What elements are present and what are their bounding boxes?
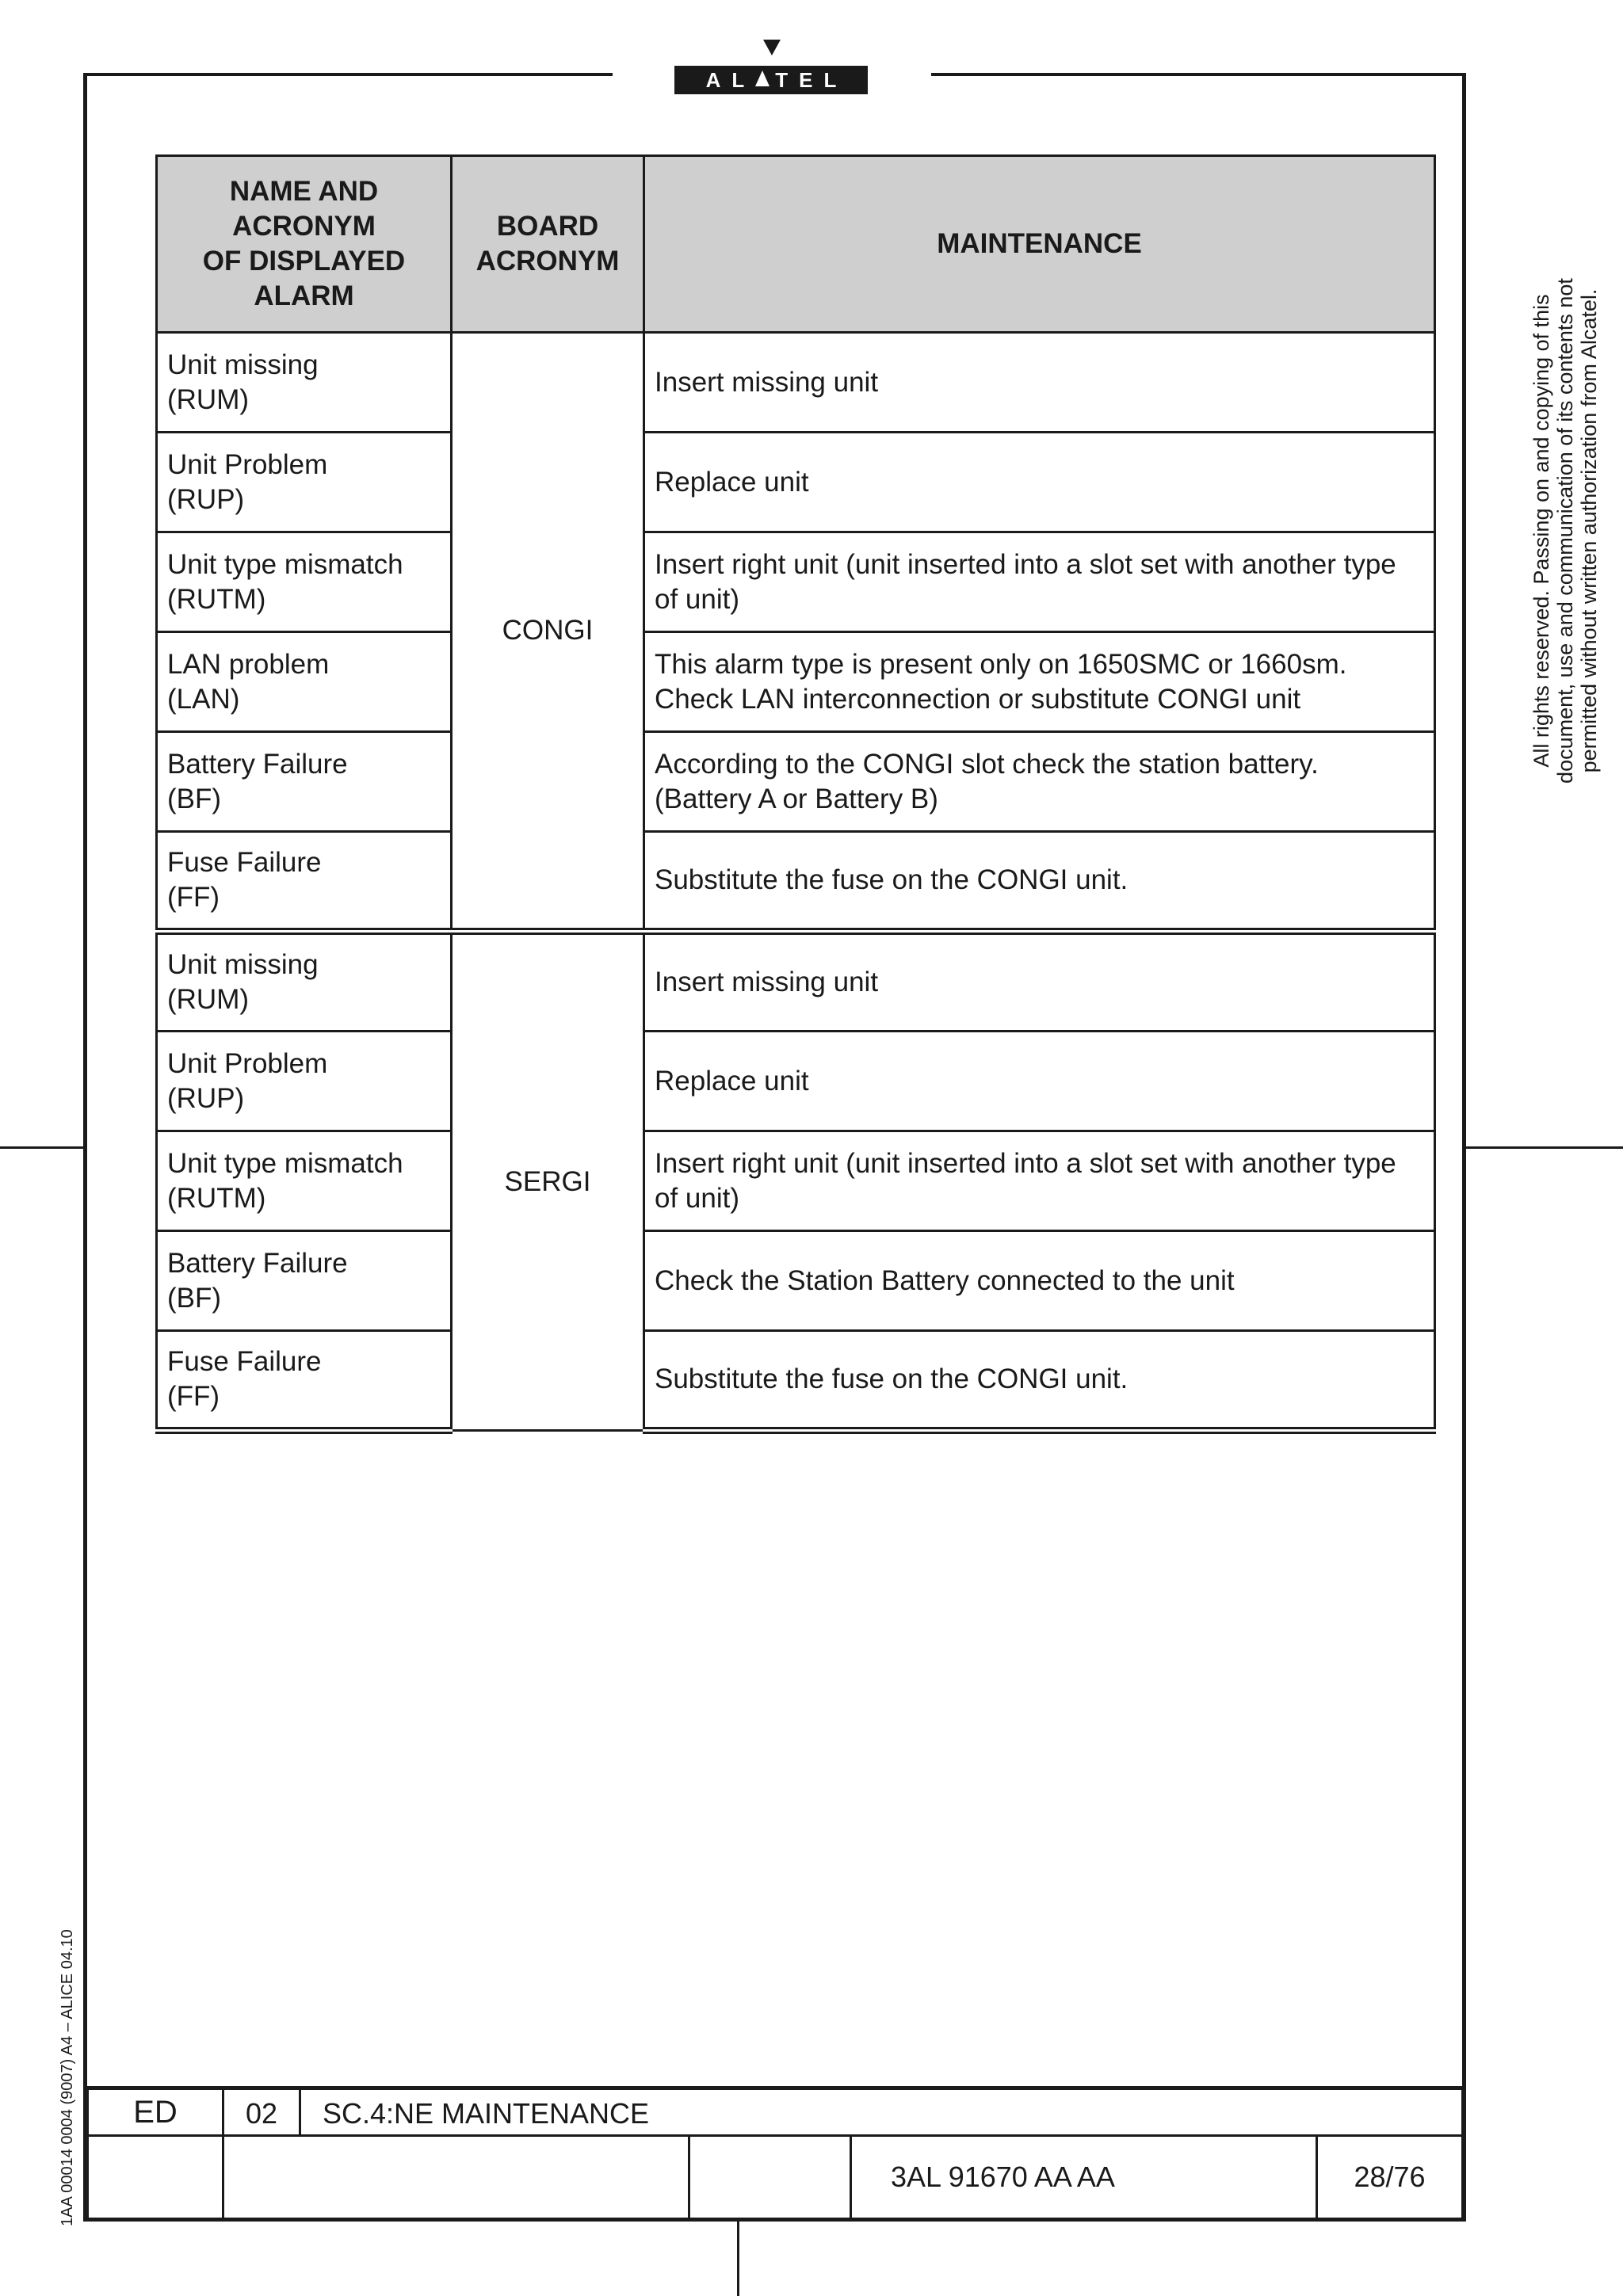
table-row bbox=[157, 832, 1435, 932]
maintenance-cell: Substitute the fuse on the CONGI unit. bbox=[644, 1331, 1435, 1431]
footer-divider bbox=[688, 2134, 690, 2218]
footer-divider bbox=[850, 2134, 852, 2218]
alcatel-logo: AL TEL bbox=[674, 66, 868, 94]
maintenance-cell: Insert missing unit bbox=[644, 932, 1435, 1032]
header-name: NAME AND ACRONYM OF DISPLAYED ALARM bbox=[157, 156, 452, 333]
alarm-name-cell: Unit Problem (RUP) bbox=[157, 1032, 452, 1131]
table-row bbox=[157, 1331, 1435, 1431]
alarm-name-cell: LAN problem (LAN) bbox=[157, 632, 452, 732]
frame-top-left bbox=[83, 73, 613, 76]
alarm-name-cell: Unit type mismatch (RUTM) bbox=[157, 532, 452, 632]
table-row bbox=[157, 932, 1435, 1032]
alarm-name-cell: Battery Failure (BF) bbox=[157, 732, 452, 832]
table-row bbox=[157, 433, 1435, 532]
copyright-notice: All rights reserved. Passing on and copying of this document, use and communication of its contents not permitted without written authorization from Alcatel. bbox=[1529, 278, 1601, 784]
footer-divider bbox=[299, 2090, 301, 2134]
table-row bbox=[157, 1131, 1435, 1231]
bottom-center-mark bbox=[737, 2222, 739, 2296]
alarm-name-cell: Unit missing (RUM) bbox=[157, 932, 452, 1032]
maintenance-cell: According to the CONGI slot check the station battery. (Battery A or Battery B) bbox=[644, 732, 1435, 832]
frame-top-right bbox=[931, 73, 1466, 76]
table-row bbox=[157, 632, 1435, 732]
alarm-name-cell: Fuse Failure (FF) bbox=[157, 1331, 452, 1431]
maintenance-cell: This alarm type is present only on 1650SMC or 1660sm. Check LAN interconnection or substitute CONGI unit bbox=[644, 632, 1435, 732]
alarm-name-cell: Unit missing (RUM) bbox=[157, 333, 452, 433]
table-row bbox=[157, 1231, 1435, 1331]
alarm-maintenance-table bbox=[155, 154, 1436, 1434]
table-row bbox=[157, 532, 1435, 632]
footer-title-block bbox=[85, 2086, 1465, 2222]
maintenance-cell: Replace unit bbox=[644, 1032, 1435, 1131]
maintenance-cell: Check the Station Battery connected to the unit bbox=[644, 1231, 1435, 1331]
maintenance-cell: Insert right unit (unit inserted into a slot set with another type of unit) bbox=[644, 1131, 1435, 1231]
frame-left bbox=[83, 73, 87, 2222]
table-row bbox=[157, 333, 1435, 433]
header-board: BOARD ACRONYM bbox=[452, 156, 644, 333]
section-title: SC.4:NE MAINTENANCE bbox=[323, 2097, 650, 2130]
alarm-name-cell: Battery Failure (BF) bbox=[157, 1231, 452, 1331]
page-number: 28/76 bbox=[1354, 2161, 1426, 2193]
document-number: 3AL 91670 AA AA bbox=[891, 2161, 1115, 2193]
maintenance-cell: Substitute the fuse on the CONGI unit. bbox=[644, 832, 1435, 932]
alarm-name-cell: Fuse Failure (FF) bbox=[157, 832, 452, 932]
fold-mark-right bbox=[1466, 1146, 1623, 1149]
alarm-name-cell: Unit type mismatch (RUTM) bbox=[157, 1131, 452, 1231]
table-row bbox=[157, 732, 1435, 832]
board-acronym-cell: SERGI bbox=[452, 932, 644, 1431]
maintenance-cell: Insert missing unit bbox=[644, 333, 1435, 433]
logo-marker-icon bbox=[763, 40, 781, 55]
table-row bbox=[157, 1032, 1435, 1131]
ed-label: ED bbox=[133, 2094, 178, 2130]
form-reference: 1AA 00014 0004 (9007) A4 – ALICE 04.10 bbox=[59, 1929, 76, 2226]
maintenance-cell: Replace unit bbox=[644, 433, 1435, 532]
table-header-row bbox=[157, 156, 1435, 333]
logo-triangle-icon bbox=[755, 71, 769, 86]
board-acronym-cell: CONGI bbox=[452, 333, 644, 932]
alarm-name-cell: Unit Problem (RUP) bbox=[157, 433, 452, 532]
fold-mark-left bbox=[0, 1146, 83, 1149]
maintenance-cell: Insert right unit (unit inserted into a slot set with another type of unit) bbox=[644, 532, 1435, 632]
header-maintenance: MAINTENANCE bbox=[644, 156, 1435, 333]
ed-value: 02 bbox=[245, 2097, 278, 2130]
